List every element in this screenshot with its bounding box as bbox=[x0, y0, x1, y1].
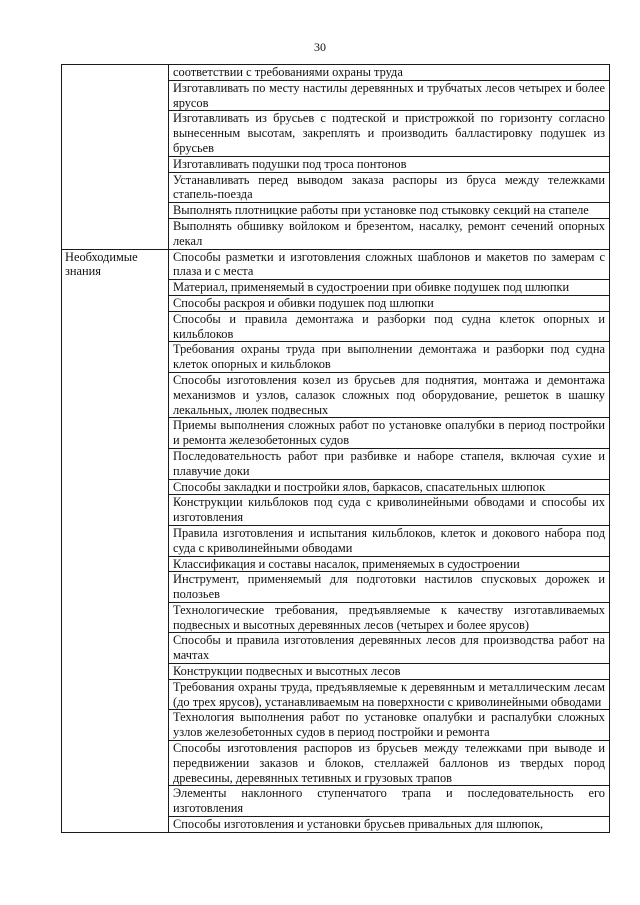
requirement-item: Выполнять плотницкие работы при установке под стыковку секций на стапеле bbox=[169, 203, 610, 219]
section-label-cell bbox=[62, 249, 169, 832]
requirement-item: Способы изготовления и установки брусьев привальных для шлюпок, bbox=[169, 817, 610, 833]
requirement-item: Изготавливать из брусьев с подтеской и пристрожкой по горизонту согласно вынесенным высотам, закреплять и производить балластировку подушек из брусьев bbox=[169, 111, 610, 156]
requirement-item: Способы изготовления распоров из брусьев между тележками при выводе и передвижении заказов и блоков, стеллажей баллонов из твердых пород древесины, деревянных тетивных и грузовых трапов bbox=[169, 741, 610, 786]
requirements-table bbox=[61, 64, 610, 833]
requirement-item: Способы разметки и изготовления сложных шаблонов и макетов по замерам с плаза и с места bbox=[169, 249, 610, 280]
requirement-item: Элементы наклонного ступенчатого трапа и последовательность его изготовления bbox=[169, 786, 610, 817]
requirement-item: Способы и правила изготовления деревянных лесов для производства работ на мачтах bbox=[169, 633, 610, 664]
page-number: 30 bbox=[314, 40, 326, 54]
requirement-item: Последовательность работ при разбивке и наборе стапеля, включая сухие и плавучие доки bbox=[169, 448, 610, 479]
requirement-item: Конструкции подвесных и высотных лесов bbox=[169, 664, 610, 680]
table-row bbox=[62, 65, 610, 81]
requirement-item: Требования охраны труда, предъявляемые к деревянным и металлическим лесам (до трех ярусов), устанавливаемым на поверхности с криволинейными обводами bbox=[169, 679, 610, 710]
requirement-item: Изготавливать подушки под троса понтонов bbox=[169, 156, 610, 172]
requirement-item: Способы раскроя и обивки подушек под шлюпки bbox=[169, 295, 610, 311]
requirement-item: Способы и правила демонтажа и разборки под судна клеток опорных и кильблоков bbox=[169, 311, 610, 342]
requirement-item: Технология выполнения работ по установке опалубки и распалубки сложных узлов железобетонных судов в период постройки и ремонта bbox=[169, 710, 610, 741]
requirement-item: Инструмент, применяемый для подготовки настилов спусковых дорожек и полозьев bbox=[169, 572, 610, 603]
requirement-item: Правила изготовления и испытания кильблоков, клеток и докового набора под суда с криволинейными обводами bbox=[169, 525, 610, 556]
requirement-item: Устанавливать перед выводом заказа распоры из бруса между тележками стапель-поезда bbox=[169, 172, 610, 203]
requirement-item: Конструкции кильблоков под суда с криволинейными обводами и способы их изготовления bbox=[169, 495, 610, 526]
requirement-item: Материал, применяемый в судостроении при обивке подушек под шлюпки bbox=[169, 280, 610, 296]
table-row bbox=[62, 249, 610, 280]
requirement-item: Изготавливать по месту настилы деревянных и трубчатых лесов четырех и более ярусов bbox=[169, 80, 610, 111]
section-label: Необходимые знания bbox=[65, 249, 138, 279]
requirement-item: соответствии с требованиями охраны труда bbox=[169, 65, 610, 81]
requirement-item: Требования охраны труда при выполнении демонтажа и разборки под судна клеток опорных и кильблоков bbox=[169, 342, 610, 373]
requirement-item: Способы закладки и постройки ялов, баркасов, спасательных шлюпок bbox=[169, 479, 610, 495]
section-label-cell bbox=[62, 65, 169, 250]
requirement-item: Способы изготовления козел из брусьев для поднятия, монтажа и демонтажа механизмов и узлов, салазок сложных под оборудование, решеток в шашку лекальных, люлек подвесных bbox=[169, 372, 610, 417]
requirement-item: Классификация и составы насалок, применяемых в судостроении bbox=[169, 556, 610, 572]
requirement-item: Технологические требования, предъявляемые к качеству изготавливаемых подвесных и высотных деревянных лесов (четырех и более ярусов) bbox=[169, 602, 610, 633]
table-body bbox=[62, 65, 610, 833]
requirement-item: Приемы выполнения сложных работ по установке опалубки в период постройки и ремонта железобетонных судов bbox=[169, 418, 610, 449]
requirement-item: Выполнять обшивку войлоком и брезентом, насалку, ремонт сечений опорных лекал bbox=[169, 218, 610, 249]
